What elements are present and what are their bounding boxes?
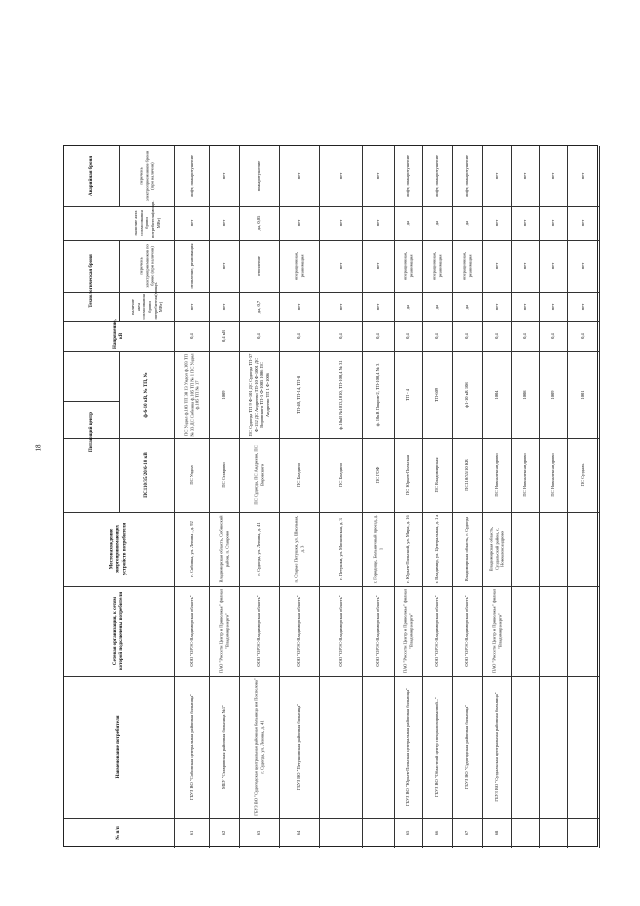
cell-emerg_act: нет <box>221 219 227 227</box>
grid-line <box>64 321 599 322</box>
cell-emerg_list: лифт, пожаротушение <box>464 155 470 197</box>
grid-line <box>567 146 568 848</box>
header-pc-sub: ПС110/35/20/6-10 кВ <box>143 452 149 498</box>
grid-line <box>64 206 599 207</box>
cell-tech_act: да <box>434 304 440 309</box>
cell-pc: ПС Новоалександрово <box>522 453 528 497</box>
cell-name: ГБУЗ ВО "Судогодская центральная районная больница им Поспелова" г. Судогда, ул. Ленина, д. 41 <box>253 678 264 816</box>
cell-pc: ПС ГОФ <box>375 466 381 484</box>
grid-line <box>64 292 599 293</box>
cell-num: 61 <box>188 830 194 836</box>
header-org: Сетевая организация, к сетям которой подключены потребители <box>112 591 124 671</box>
cell-feeder: ПС Ундол ф.103 ТП 38 13 Ундол ф.103 ТП № 33 ДС Собинка ф.105 ТП № 1 ПС Ундол ф.105 ТП № 17 <box>183 353 200 436</box>
cell-feeder: ТП-40, ТП-14, ТП-8 <box>296 375 302 414</box>
cell-voltage: 0,4 <box>434 333 440 339</box>
cell-name: ГБУЗ ВО "Суздальская центральная районная больница" <box>493 692 499 802</box>
header-power-center: Питающий центр <box>88 411 94 452</box>
cell-emerg_list: лифт, пожаротушение <box>434 155 440 197</box>
cell-tech_act: да <box>405 304 411 309</box>
cell-location: г. Собинка, ул. Ленина , д. 92 <box>188 521 194 577</box>
grid-line <box>279 146 280 848</box>
cell-pc: ПС Суздаль <box>580 463 586 487</box>
cell-emerg_list: нет <box>580 172 586 180</box>
cell-tech_act: да <box>464 304 470 309</box>
cell-tech_list: операционная, реанимация <box>461 252 472 280</box>
cell-tech_act: нет <box>580 303 586 310</box>
header-tech-list: перечень электроприемников по броне (при наличии) <box>138 244 155 288</box>
cell-num: 64 <box>296 830 302 836</box>
grid-line <box>394 146 395 848</box>
cell-tech_list: отопление <box>256 256 262 276</box>
cell-location: г. Судогда, ул. Ленина, д. 41 <box>256 522 262 576</box>
cell-voltage: 0,4 <box>522 333 528 339</box>
cell-voltage: 0,4 <box>375 333 381 339</box>
grid-line <box>209 146 210 848</box>
header-tech-act: наличие акта согласования брони потребителя(мощн. МВт) <box>129 281 163 319</box>
cell-tech_list: операционная, реанимация <box>431 252 442 280</box>
cell-emerg_act: нет <box>296 219 302 227</box>
cell-num: 63 <box>256 830 262 836</box>
cell-num: 66 <box>434 830 440 836</box>
grid-line <box>64 240 599 241</box>
cell-tech_list: нет <box>522 262 528 270</box>
cell-feeder: 1004 <box>493 390 499 399</box>
cell-num: 62 <box>221 830 227 836</box>
cell-pc: ПС Болдино <box>337 463 343 487</box>
cell-emerg_list: нет <box>493 172 499 180</box>
grid-line <box>452 146 453 848</box>
cell-feeder: 1008 <box>522 390 528 399</box>
cell-org: ООО "ОРЭС-Владимирская область" <box>337 595 343 667</box>
grid-line <box>119 240 120 321</box>
cell-org: ООО "ОРЭС-Владимирская область" <box>296 595 302 667</box>
cell-feeder: 1009 <box>550 390 556 399</box>
cell-emerg_list: нет <box>375 172 381 180</box>
cell-emerg_act: нет <box>493 219 499 227</box>
cell-tech_list: операционная, реанимация <box>293 252 304 280</box>
cell-name: МБУ "Ставровская районная больница №1" <box>221 705 227 789</box>
cell-location: Владимирская область, Суздальский район, с. Новоалександрово <box>488 526 505 572</box>
grid-line <box>511 146 512 848</box>
cell-voltage: 0,4 кВ <box>221 330 227 342</box>
cell-org: ООО "ОРЭС-Владимирская область" <box>375 595 381 667</box>
cell-tech_act: да, 0,7 <box>256 300 262 313</box>
cell-pc: ПС Новоалександрово <box>550 453 556 497</box>
cell-emerg_list: нет <box>550 172 556 180</box>
cell-tech_list: нет <box>337 262 343 270</box>
grid-line <box>482 146 483 848</box>
cell-tech_list: отопление, реанимация <box>188 243 194 289</box>
header-emerg-armor: Аварийная броня <box>88 155 94 197</box>
cell-location: Владимирская область, Собинский район, п. Ставрово <box>218 515 229 583</box>
cell-emerg_act: нет <box>337 219 343 227</box>
cell-org: ООО "ОРЭС-Владимирская область" <box>434 595 440 667</box>
cell-org: ООО "ОРЭС-Владимирская область" <box>256 595 262 667</box>
cell-pc: ПС Новоалександрово <box>493 453 499 497</box>
cell-emerg_list: нет <box>221 172 227 180</box>
cell-emerg_list: нет <box>522 172 528 180</box>
grid-line <box>64 676 599 677</box>
grid-line <box>64 586 599 587</box>
grid-line <box>362 146 363 848</box>
cell-location: Владимирская область, г. Судогда <box>464 516 470 582</box>
cell-emerg_list: нет <box>296 172 302 180</box>
cell-voltage: 0,4 <box>296 333 302 339</box>
header-emerg-act: наличие акта согласования брони потребителя(мощн. МВт) <box>132 200 160 238</box>
cell-feeder: ф. 10кВ Покров-2, ТП-100,4 № 3 <box>375 363 381 426</box>
cell-org: ООО "ОРЭС-Владимирская область" <box>188 595 194 667</box>
grid-line <box>64 351 599 352</box>
header-location: Местонахождение энергопринимающих устройств потребителя <box>109 522 128 576</box>
cell-emerg_act: нет <box>580 219 586 227</box>
cell-feeder: ф.10кВ №1013,1010, ТП-100,4 № 31 <box>337 359 343 430</box>
page-number: 18 <box>34 444 43 452</box>
cell-tech_list: операционная, реанимация <box>402 252 413 280</box>
grid-line <box>422 146 423 848</box>
grid-line <box>64 818 599 819</box>
cell-org: ПАО "Россети Центр и Приволжье" филиал "Владимирэнерго" <box>402 588 413 674</box>
cell-feeder: ТП - 4 <box>405 388 411 401</box>
cell-num: 67 <box>464 830 470 836</box>
cell-location: г. Владимир, ул. Центральная, д. 1 а <box>434 514 440 584</box>
cell-name: ГБУЗ ВО "Юрьев-Польская центральная районная больница" <box>405 687 411 807</box>
cell-tech_list: нет <box>493 262 499 270</box>
cell-pc: ПС Владимирская <box>434 457 440 493</box>
cell-pc: ПС Ундол <box>188 465 194 485</box>
cell-emerg_list: лифт, пожаротушение <box>405 155 411 197</box>
cell-voltage: 0,4 <box>405 333 411 339</box>
cell-tech_act: нет <box>221 303 227 310</box>
armor-table <box>63 145 598 847</box>
cell-tech_act: нет <box>493 303 499 310</box>
cell-tech_list: нет <box>221 262 227 270</box>
cell-name: ГБУЗ ВО "Областной центр специализированной..." <box>434 696 440 798</box>
cell-num: 68 <box>493 830 499 836</box>
cell-feeder: ПС Судогда ТП 9 Ф-101 ДС Судогда ТП-37 Ф-152 ДС Андреево ТП-10 Ф-1001 ДС Воровского ТП-3 Ф-1005 1006 ПС Андреево ТП 1 Ф-1006 <box>247 353 270 436</box>
cell-emerg_act: да <box>464 220 470 226</box>
cell-tech_act: нет <box>522 303 528 310</box>
header-num: № п/п <box>115 826 121 840</box>
cell-pc: ПС Юрьев-Польская <box>405 455 411 495</box>
cell-tech_act: нет <box>188 303 194 310</box>
cell-location: п. Старые Петушки, ул. Школьная, д. 3 <box>293 515 304 583</box>
grid-line <box>319 146 320 848</box>
cell-voltage: 0,4 <box>580 333 586 339</box>
cell-tech_act: нет <box>550 303 556 310</box>
cell-tech_act: нет <box>296 303 302 310</box>
cell-tech_act: нет <box>337 303 343 310</box>
cell-emerg_list: нет <box>337 172 343 180</box>
cell-voltage: 0,4 <box>464 333 470 339</box>
cell-org: ПАО "Россети Центр и Приволжье" филиал "Владимирэнерго" <box>490 588 502 674</box>
cell-voltage: 0,4 <box>493 333 499 339</box>
cell-feeder: ф1-10 кВ 108 <box>464 381 470 408</box>
grid-line <box>239 146 240 848</box>
header-feeder: ф-6-10 кВ, № ТП, № <box>143 371 149 418</box>
cell-num: 65 <box>405 830 411 836</box>
cell-voltage: 0,4 <box>550 333 556 339</box>
header-name: Наименование потребителя <box>115 715 121 779</box>
cell-emerg_act: нет <box>522 219 528 227</box>
cell-name: ГБУЗ ВО "Судогодская районная больница" <box>464 704 470 790</box>
cell-emerg_act: да <box>434 220 440 226</box>
cell-emerg_act: да, 0,05 <box>256 215 262 231</box>
cell-voltage: 0,4 <box>256 333 262 339</box>
header-emerg-list: перечень электроприемников брони (при наличии) <box>138 150 155 202</box>
grid-line <box>539 146 540 848</box>
cell-voltage: 0,4 <box>188 333 194 339</box>
cell-org: ООО "ОРЭС-Владимирская область" <box>464 595 470 667</box>
header-tech-armor: Технологическая броня <box>88 253 94 308</box>
cell-location: г. Петушки, ул. Московская, д. 3 <box>337 518 343 580</box>
cell-tech_act: нет <box>375 303 381 310</box>
cell-tech_list: нет <box>550 262 556 270</box>
grid-line <box>64 438 599 439</box>
cell-tech_list: нет <box>580 262 586 270</box>
cell-feeder: 1009 <box>221 390 227 399</box>
cell-emerg_act: нет <box>188 219 194 227</box>
cell-emerg_act: нет <box>375 219 381 227</box>
cell-pc: ПС Судогда, ПС Андреево, ПС Воровского <box>253 445 264 505</box>
grid-line <box>119 146 120 206</box>
cell-name: ГБУЗ ВО "Петушинская районная больница" <box>296 703 302 791</box>
cell-org: ПАО "Россети Центр и Приволжье" филиал "Владимирэнерго" <box>218 588 229 674</box>
grid-line <box>64 512 599 513</box>
cell-emerg_list: лифт, пожаротушение <box>188 155 194 197</box>
grid-line <box>599 146 600 848</box>
cell-pc: ПС Болдино <box>296 463 302 487</box>
grid-line <box>119 351 120 512</box>
cell-feeder: 1001 <box>580 390 586 399</box>
cell-name: ГБУЗ ВО "Собинская центральная районная больница" <box>188 693 194 801</box>
cell-location: г. Городище, Больничный проезд, д. 1 <box>372 514 383 584</box>
cell-voltage: 0,4 <box>337 333 343 339</box>
cell-location: г. Юрьев-Польский, ул. Мира, д. 16 <box>405 515 411 583</box>
grid-line <box>174 146 175 848</box>
cell-feeder: ТП-609 <box>434 387 440 402</box>
cell-pc: ПС110/35/10 КВ <box>464 459 470 491</box>
cell-emerg_act: да <box>405 220 411 226</box>
cell-emerg_list: пожаротушение <box>256 160 262 192</box>
header-voltage: Напряжение, кВ <box>112 319 124 349</box>
cell-pc: ПС Ставрово <box>221 462 227 488</box>
cell-emerg_act: нет <box>550 219 556 227</box>
cell-tech_list: нет <box>375 262 381 270</box>
